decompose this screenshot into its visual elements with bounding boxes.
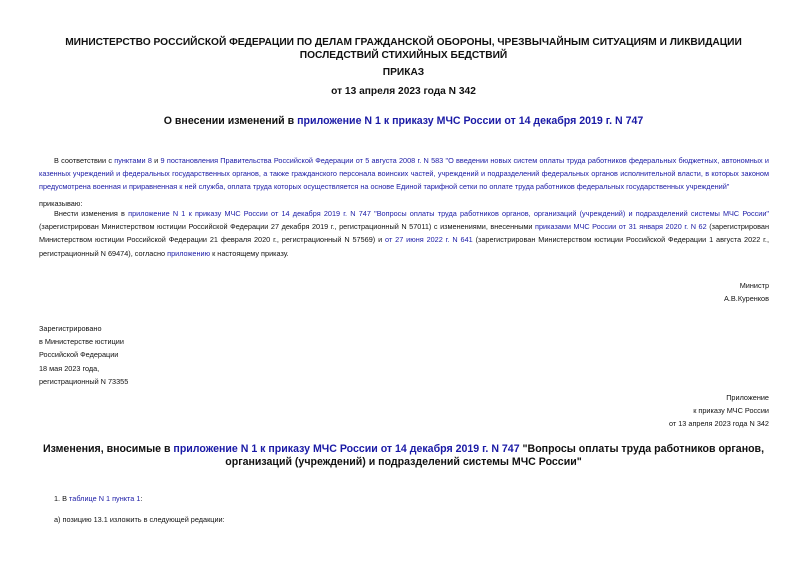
preamble-link-points-8[interactable]: пунктами 8 <box>114 156 152 165</box>
registration-line: в Министерстве юстиции <box>39 337 124 347</box>
subject-prefix: О внесении изменений в <box>163 115 298 127</box>
body-text-2: (зарегистрирован Министерством юстиции Российской Федерации 27 декабря 2019 г., регистрационный N 57011) с изменениями, внесенными <box>39 222 536 232</box>
changes-title-prefix: Изменения, вносимые в <box>42 443 174 455</box>
signature-position: Министр <box>739 281 769 290</box>
body-text-3: (зарегистрирован Министерством юстиции Российской Федерации 21 февраля 2020 г., регистрационный N 57569) и <box>39 222 770 245</box>
appendix-line: Приложение <box>726 393 769 402</box>
ministry-heading: МИНИСТЕРСТВО РОССИЙСКОЙ ФЕДЕРАЦИИ ПО ДЕЛАМ ГРАЖДАНСКОЙ ОБОРОНЫ, ЧРЕЗВЫЧАЙНЫМ СИТУАЦИЯМ И ЛИКВИДАЦИИ ПОСЛЕДСТВИЙ СТИХИЙНЫХ БЕДСТВИЙ <box>65 37 742 61</box>
body-text-5: к настоящему приказу. <box>210 248 289 258</box>
order-word: приказываю: <box>39 199 83 208</box>
subject-link[interactable]: приложение N 1 к приказу МЧС России от 14 декабря 2019 г. N 747 <box>297 115 644 127</box>
preamble-text-1: В соответствии с <box>54 156 115 165</box>
preamble-link-point-9[interactable]: 9 <box>160 156 165 165</box>
registration-block <box>39 322 128 388</box>
document-subject <box>40 115 767 128</box>
item-1-prefix: 1. В <box>54 494 70 503</box>
registration-line: Зарегистрировано <box>39 324 102 333</box>
registration-line: 18 мая 2023 года, <box>39 363 100 373</box>
body-link-order-641[interactable]: от 27 июня 2022 г. N 641 <box>385 235 473 245</box>
signature-block <box>724 279 769 305</box>
body-link-appendix-order-747[interactable]: приложение N 1 к приказу МЧС России от 14 декабря 2019 г. N 747 "Вопросы оплаты труда работников органов, организаций (учреждений) и подразделений системы МЧС России" <box>128 209 769 218</box>
item-1 <box>54 492 142 505</box>
item-a: а) позицию 13.1 изложить в следующей редакции: <box>54 515 225 524</box>
operative-paragraph <box>39 207 769 260</box>
changes-title-link[interactable]: приложение N 1 к приказу МЧС России от 14 декабря 2019 г. N 747 <box>173 443 520 455</box>
appendix-reference <box>669 391 769 431</box>
body-text-1: Внести изменения в <box>54 209 129 218</box>
item-1-link-table[interactable]: таблице N 1 <box>69 494 111 503</box>
changes-title <box>30 443 777 469</box>
preamble-paragraph <box>39 154 769 194</box>
registration-line: регистрационный N 73355 <box>39 376 129 386</box>
body-text-4: (зарегистрирован Министерством юстиции Российской Федерации 1 августа 2022 г., регистрационный N 69474), согласно <box>39 235 769 258</box>
signature-name: А.В.Куренков <box>724 294 769 304</box>
body-link-appendix[interactable]: приложению <box>167 248 211 258</box>
body-link-order-62[interactable]: приказами МЧС России от 31 января 2020 г. N 62 <box>535 222 707 232</box>
document-type: ПРИКАЗ <box>382 67 425 78</box>
changes-title-suffix: "Вопросы оплаты труда работников органов, организаций (учреждений) и подразделений системы МЧС России" <box>225 443 765 468</box>
item-1-suffix: : <box>140 494 143 503</box>
preamble-link-resolution[interactable]: постановления Правительства Российской Федерации от 5 августа 2008 г. N 583 "О введении новых систем оплаты труда работников федеральных бюджетных, автономных и казенных учреждений и федеральных государственных органов, а также гражданского персонала воинских частей, учреждений и подразделений федеральных органов исполнительной власти, в которых законом предусмотрена военная и приравненная к ней служба, оплата труда которых осуществляется на основе Единой тарифной сетки по оплате труда работников федеральных государственных учреждений" <box>39 156 770 192</box>
appendix-line: к приказу МЧС России <box>693 406 769 416</box>
document-date: от 13 апреля 2023 года N 342 <box>331 86 476 97</box>
item-1-link-point[interactable]: пункта 1 <box>112 494 141 503</box>
registration-line: Российской Федерации <box>39 350 119 360</box>
preamble-text-2: и <box>151 156 161 165</box>
appendix-line: от 13 апреля 2023 года N 342 <box>668 419 769 429</box>
